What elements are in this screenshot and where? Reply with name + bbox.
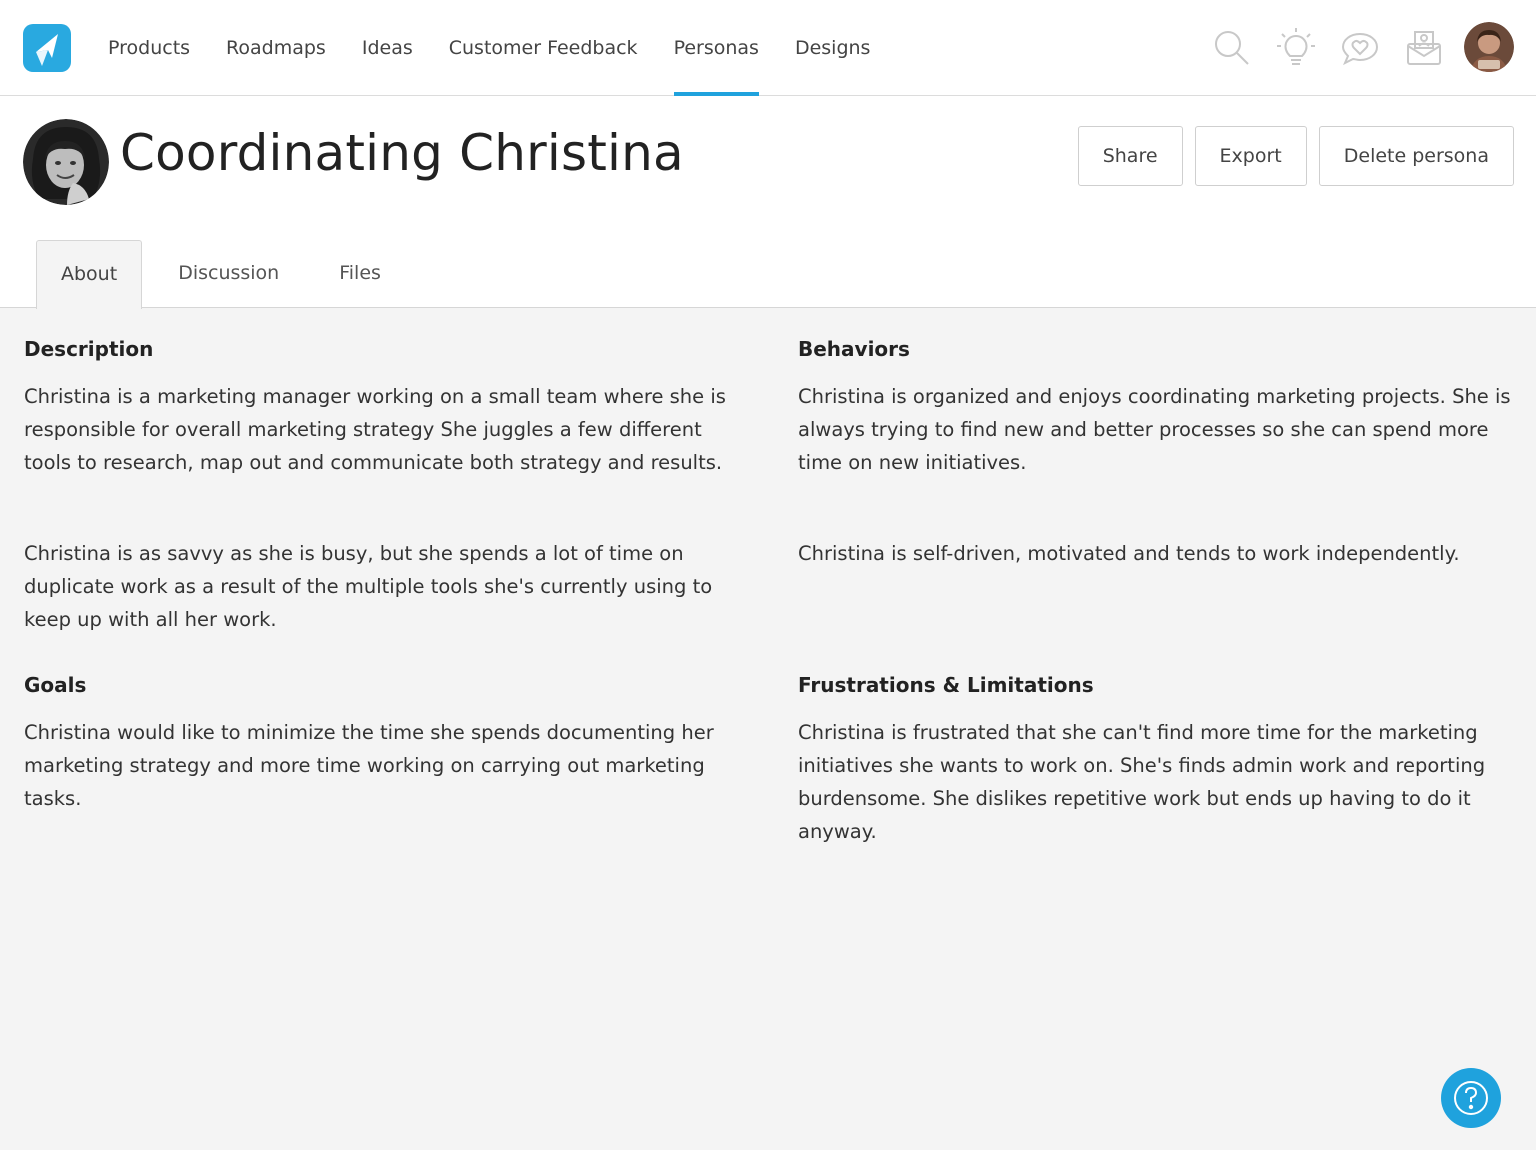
nav-item-customer-feedback[interactable]: Customer Feedback [448, 37, 638, 59]
header-actions [1078, 126, 1514, 186]
section-title-behaviors: Behaviors [798, 337, 910, 361]
nav-icon-group [1212, 24, 1444, 72]
section-title-goals: Goals [24, 673, 87, 697]
behaviors-paragraph: Christina is self-driven, motivated and tends to work independently. [798, 542, 1460, 565]
export-button[interactable]: Export [1195, 126, 1307, 186]
help-button[interactable] [1441, 1068, 1501, 1128]
section-title-frustrations: Frustrations & Limitations [798, 673, 1094, 697]
nav-item-designs[interactable]: Designs [794, 37, 871, 59]
search-icon[interactable] [1212, 24, 1252, 72]
nav-item-products[interactable]: Products [108, 37, 191, 59]
section-title-description: Description [24, 337, 154, 361]
description-section-continued [24, 537, 744, 636]
tab-about[interactable]: About [36, 240, 142, 309]
tab-files[interactable]: Files [339, 262, 381, 284]
description-paragraph: Christina is as savvy as she is busy, but she spends a lot of time on duplicate work as a result of the multiple tools she's currently using to keep up with all her work. [24, 542, 713, 631]
nav-item-ideas[interactable]: Ideas [361, 37, 413, 59]
main-nav [90, 0, 888, 96]
tab-discussion[interactable]: Discussion [178, 262, 280, 284]
app-logo[interactable] [22, 22, 74, 74]
lightbulb-icon[interactable] [1276, 24, 1316, 72]
user-avatar[interactable] [1464, 22, 1514, 72]
question-icon [1451, 1078, 1491, 1118]
frustrations-section [798, 672, 1518, 848]
page-title: Coordinating Christina [120, 124, 684, 182]
persona-avatar [23, 119, 109, 205]
persona-header [0, 96, 1536, 308]
heart-chat-icon[interactable] [1340, 24, 1380, 72]
goals-section [24, 672, 744, 815]
behaviors-section-continued [798, 537, 1518, 570]
description-paragraph: Christina is a marketing manager working on a small team where she is responsible for overall marketing strategy She juggles a few different tools to research, map out and communicate both strategy and results. [24, 385, 726, 474]
behaviors-paragraph: Christina is organized and enjoys coordinating marketing projects. She is always trying to find new and better processes so she can spend more time on new initiatives. [798, 385, 1511, 474]
nav-item-personas[interactable]: Personas [656, 0, 777, 96]
inbox-icon[interactable] [1404, 24, 1444, 72]
goals-paragraph: Christina would like to minimize the time she spends documenting her marketing strategy and more time working on carrying out marketing tasks. [24, 721, 714, 810]
frustrations-paragraph: Christina is frustrated that she can't find more time for the marketing initiatives she wants to work on. She's finds admin work and reporting burdensome. She dislikes repetitive work but ends up having to do it anyway. [798, 721, 1486, 843]
persona-tabs [36, 240, 405, 308]
description-section [24, 336, 744, 479]
behaviors-section [798, 336, 1518, 479]
top-navigation [0, 0, 1536, 96]
nav-item-roadmaps[interactable]: Roadmaps [226, 37, 326, 59]
delete-persona-button[interactable]: Delete persona [1319, 126, 1514, 186]
share-button[interactable]: Share [1078, 126, 1183, 186]
